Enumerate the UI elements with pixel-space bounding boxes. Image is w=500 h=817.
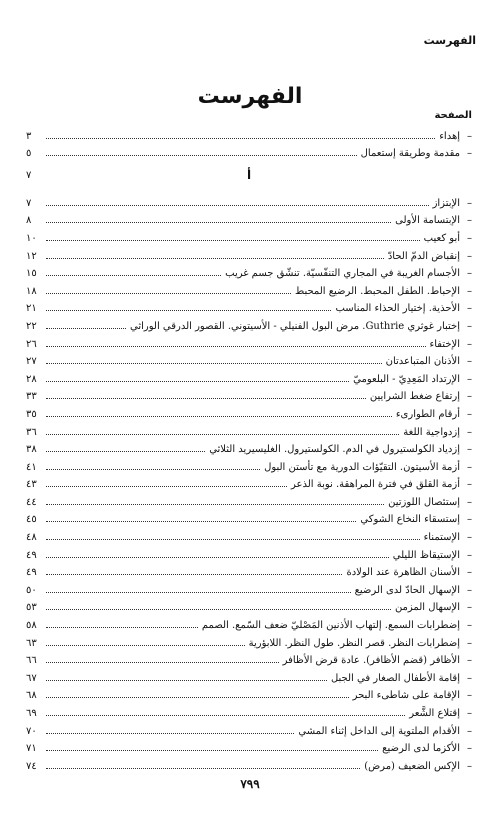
entry-bullet: –	[467, 620, 472, 632]
toc-entry-title: الأقدام الملتوية إلى الداخل إثناء المشي	[298, 725, 460, 737]
toc-entry-title: إزدواجية اللغة	[403, 426, 460, 438]
toc-entry-title: مقدمة وطريقة إستعمال	[360, 148, 460, 160]
toc-entry-page: ٧١	[26, 743, 37, 755]
dot-leader	[46, 486, 287, 487]
entry-bullet: –	[467, 148, 472, 160]
entry-bullet: –	[467, 426, 472, 438]
entry-bullet: –	[467, 303, 472, 315]
toc-entry	[26, 262, 472, 280]
entry-bullet: –	[467, 461, 472, 473]
dot-leader	[46, 504, 384, 505]
toc-entry-page: ١٨	[26, 285, 37, 297]
dot-leader	[46, 346, 426, 347]
toc-entry	[26, 438, 472, 456]
running-header: الفهرست	[423, 34, 476, 47]
toc-entry-page: ١٠	[26, 232, 37, 244]
dot-leader	[46, 627, 198, 628]
toc-entry	[26, 719, 472, 737]
section-letter: أ	[246, 168, 252, 183]
dot-leader	[46, 557, 389, 558]
dot-leader	[46, 662, 279, 663]
entry-bullet: –	[467, 373, 472, 385]
toc-entry-page: ٧	[26, 197, 32, 209]
entry-bullet: –	[467, 285, 472, 297]
dot-leader	[46, 275, 221, 276]
entry-bullet: –	[467, 549, 472, 561]
toc-entry	[26, 701, 472, 719]
toc-entry-title: إرتفاع ضغط الشرايين	[369, 391, 460, 403]
toc-entry-title: الإستيقاظ الليلي	[392, 549, 460, 561]
toc-entry	[26, 578, 472, 596]
toc-entry-page: ٢٨	[26, 373, 37, 385]
dot-leader	[46, 592, 351, 593]
section-page: ٧	[26, 170, 32, 182]
toc-entry	[26, 684, 472, 702]
toc-entry	[26, 385, 472, 403]
dot-leader	[46, 240, 420, 241]
toc-entry-page: ٥٠	[26, 584, 37, 596]
entry-bullet: –	[467, 408, 472, 420]
toc-entry-page: ٢٦	[26, 338, 37, 350]
toc-entry	[26, 244, 472, 262]
toc-entry-page: ٢١	[26, 303, 37, 315]
toc-entry-title: إستسقاء النخاع الشوكي	[360, 514, 460, 526]
toc-entry	[26, 525, 472, 543]
toc-entry-page: ٤٩	[26, 549, 37, 561]
page-title: الفهرست	[197, 84, 303, 109]
toc-entry-title: إضطرابات السمع. إلتهاب الأذنين المَصْليّ ضعف السّمع. الصمم	[201, 620, 460, 632]
entry-bullet: –	[467, 215, 472, 227]
toc-entry-title: إضطرابات النظر. قصر النظر. طول النظر. اللابؤرية	[248, 637, 460, 649]
toc-entry	[26, 332, 472, 350]
toc-entry-page: ٣٨	[26, 444, 37, 456]
toc-entry	[26, 490, 472, 508]
toc-entry	[26, 297, 472, 315]
entry-bullet: –	[467, 356, 472, 368]
dot-leader	[46, 155, 357, 156]
toc-entry	[26, 737, 472, 755]
toc-entry-title: الإبتزاز	[432, 197, 460, 209]
dot-leader	[46, 469, 260, 470]
toc-entry-title: إهداء	[439, 130, 460, 142]
entry-bullet: –	[467, 760, 472, 772]
toc-entry-title: أزمة القلق في فترة المراهقة. نوبة الذعر	[290, 479, 460, 491]
dot-leader	[46, 310, 331, 311]
toc-entry-title: أرقام الطوارىء	[395, 408, 460, 420]
dot-leader	[46, 222, 391, 223]
toc-entry-page: ٥٣	[26, 602, 37, 614]
toc-entry-title: الإسهال الحادّ لدى الرضيع	[354, 584, 460, 596]
toc-entry	[26, 631, 472, 649]
toc-entry-page: ٤٥	[26, 514, 37, 526]
toc-entry	[26, 649, 472, 667]
toc-entry-title: الإسهال المزمن	[394, 602, 460, 614]
toc-entry-page: ١٥	[26, 268, 37, 280]
toc-entry-title: الأحذية. إختيار الحذاء المناسب	[335, 303, 460, 315]
dot-leader	[46, 645, 245, 646]
toc-entry-title: الأسنان الظاهرة عند الولادة	[346, 567, 460, 579]
toc-entry-page: ٦٧	[26, 672, 37, 684]
dot-leader	[46, 138, 435, 139]
entry-bullet: –	[467, 743, 472, 755]
toc-entry-page: ٨	[26, 215, 32, 227]
dot-leader	[46, 680, 327, 681]
toc-entry-title: الأكزما لدى الرضيع	[382, 743, 460, 755]
entry-bullet: –	[467, 338, 472, 350]
dot-leader	[46, 293, 291, 294]
toc-entry-title: الإختفاء	[429, 338, 460, 350]
toc-entry-page: ٦٣	[26, 637, 37, 649]
footer-page-number: ٧٩٩	[240, 777, 260, 791]
dot-leader	[46, 381, 349, 382]
toc-entry-page: ٧٠	[26, 725, 37, 737]
toc-entry-page: ٧٤	[26, 760, 37, 772]
dot-leader	[46, 715, 405, 716]
toc-entry-page: ٣٦	[26, 426, 37, 438]
toc-entry-page: ٣	[26, 130, 32, 142]
entry-bullet: –	[467, 567, 472, 579]
entry-bullet: –	[467, 320, 472, 332]
toc-entry	[26, 596, 472, 614]
toc-entry	[26, 543, 472, 561]
section-heading	[26, 169, 472, 191]
page-column-label: الصفحة	[434, 110, 472, 121]
toc-entry-page: ٥	[26, 148, 32, 160]
toc-entry-title: أزمة الأسيتون. التقيّؤات الدورية مع تأستن البول	[264, 461, 460, 473]
dot-leader	[46, 750, 378, 751]
entry-bullet: –	[467, 444, 472, 456]
entry-bullet: –	[467, 250, 472, 262]
entry-bullet: –	[467, 532, 472, 544]
dot-leader	[46, 539, 420, 540]
toc-entry-title: الإقامة على شاطىء البحر	[352, 690, 460, 702]
toc-entry-page: ٤٩	[26, 567, 37, 579]
toc-entry	[26, 209, 472, 227]
toc-entry-page: ٢٢	[26, 320, 37, 332]
toc-entry-title: الأجسام الغريبة في المجاري التنفّسيّة. تنشّق جسم غريب	[225, 268, 460, 280]
toc-entry	[26, 561, 472, 579]
toc-entry-title: إختبار غوثري Guthrie. مرض البول الفنيلي - الأسيتوني. القصور الدرقي الوراثي	[130, 320, 460, 332]
toc-entry	[26, 226, 472, 244]
toc-entry-title: الأذنان المتباعدتان	[385, 356, 460, 368]
toc-entry-title: الإبتسامة الأولى	[395, 215, 460, 227]
toc-entry-page: ٦٩	[26, 708, 37, 719]
dot-leader	[46, 434, 399, 435]
dot-leader	[46, 733, 294, 734]
entry-bullet: –	[467, 584, 472, 596]
dot-leader	[46, 398, 366, 399]
toc-entry-title: إزدياد الكولستيرول في الدم. الكولستيرول. الغليسيريد الثلاثي	[209, 444, 460, 456]
toc-entry-page: ٥٨	[26, 620, 37, 632]
dot-leader	[46, 258, 384, 259]
toc-entry-title: إنقباض الدمّ الحادّ	[387, 250, 460, 262]
toc-entry-page: ١٢	[26, 250, 37, 262]
entry-bullet: –	[467, 268, 472, 280]
toc-entry-title: أبو كعيب	[423, 232, 460, 244]
toc-entry-title: إقامة الأطفال الصغار في الجبل	[330, 672, 460, 684]
toc-entry-title: الإكس الضعيف (مرض)	[364, 760, 460, 772]
entry-bullet: –	[467, 514, 472, 526]
toc-entry-page: ٤١	[26, 461, 37, 473]
entry-bullet: –	[467, 602, 472, 614]
toc-entry-title: الإستمناء	[423, 532, 460, 544]
entry-bullet: –	[467, 708, 472, 719]
toc-entry-page: ٦٨	[26, 690, 37, 702]
toc-entry	[26, 124, 472, 142]
toc-entry	[26, 420, 472, 438]
dot-leader	[46, 451, 205, 452]
toc-entry-page: ٣٣	[26, 391, 37, 403]
dot-leader	[46, 574, 342, 575]
dot-leader	[46, 205, 429, 206]
toc-entry	[26, 754, 472, 772]
toc-entry	[26, 666, 472, 684]
toc-entry-page: ٤٨	[26, 532, 37, 544]
dot-leader	[46, 363, 382, 364]
entry-bullet: –	[467, 496, 472, 508]
dot-leader	[46, 328, 126, 329]
toc-entry	[26, 455, 472, 473]
toc-entry	[26, 191, 472, 209]
toc-entry	[26, 402, 472, 420]
entry-bullet: –	[467, 197, 472, 209]
toc-entry-page: ٣٥	[26, 408, 37, 420]
toc-entry-title: الإحباط. الطفل المحبط. الرضيع المحبط	[294, 285, 460, 297]
toc-entry-page: ٤٤	[26, 496, 37, 508]
toc-entry	[26, 473, 472, 491]
toc-entry	[26, 314, 472, 332]
entry-bullet: –	[467, 725, 472, 737]
toc-entry-title: الأظافر (قضم الأظافر). عادة قرض الأظافر	[282, 655, 460, 667]
toc-entry-page: ٢٧	[26, 356, 37, 368]
entry-bullet: –	[467, 391, 472, 403]
toc-entry	[26, 613, 472, 631]
dot-leader	[46, 609, 391, 610]
toc-entry	[26, 508, 472, 526]
toc-entry	[26, 142, 472, 160]
dot-leader	[46, 697, 349, 698]
toc-entry	[26, 279, 472, 297]
toc-entry	[26, 350, 472, 368]
dot-leader	[46, 521, 356, 522]
entry-bullet: –	[467, 655, 472, 667]
entry-bullet: –	[467, 232, 472, 244]
entry-bullet: –	[467, 479, 472, 491]
toc-entry-title: إستئصال اللوزتين	[388, 496, 460, 508]
entry-bullet: –	[467, 130, 472, 142]
entry-bullet: –	[467, 672, 472, 684]
toc-entry	[26, 367, 472, 385]
toc-entry-page: ٦٦	[26, 655, 37, 667]
entry-bullet: –	[467, 637, 472, 649]
toc-entry-title: الإرتداد المَعِدِيّ - البلعوميّ	[353, 373, 460, 385]
dot-leader	[46, 416, 392, 417]
toc-entry-title: إقتلاع الشَّعر	[409, 708, 460, 719]
entry-bullet: –	[467, 690, 472, 702]
toc-entry-page: ٤٣	[26, 479, 37, 491]
dot-leader	[46, 768, 360, 769]
table-of-contents	[26, 124, 472, 772]
